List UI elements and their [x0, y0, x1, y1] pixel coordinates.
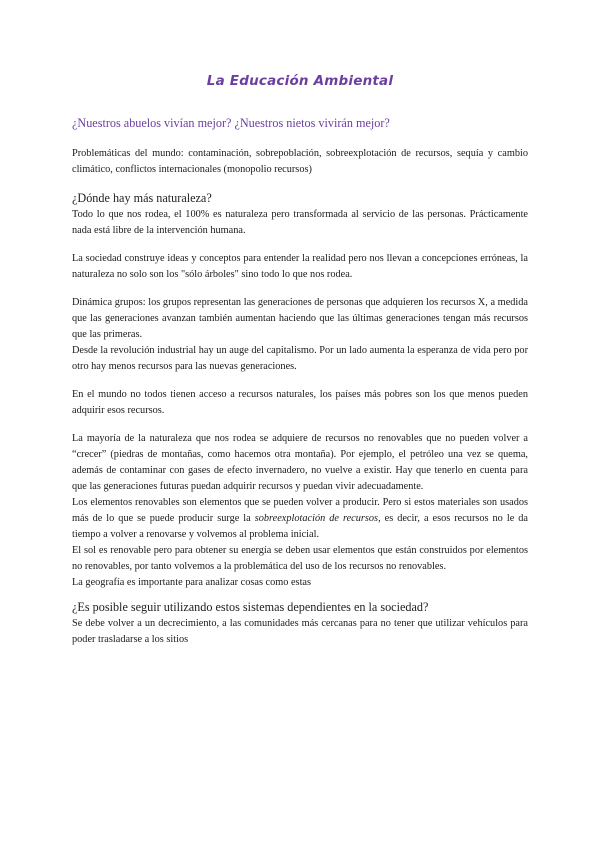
sobreexplotacion-term: sobreexplotación de recursos [254, 513, 379, 524]
heading-sistemas: ¿Es posible seguir utilizando estos sistemas dependientes en la sociedad? [72, 600, 429, 614]
paragraph-dinamica: Dinámica grupos: los grupos representan las generaciones de personas que adquieren los recursos X, a medida que las generaciones avanzan también aumentan haciendo que las últimas generaciones tengan más recursos que las primeras. [72, 297, 528, 340]
heading-naturaleza: ¿Dónde hay más naturaleza? [72, 191, 212, 205]
paragraph-renovables [72, 495, 528, 543]
renovables-text-b: , es decir, a esos recursos no le da tiempo a volver a renovarse y volvemos al problema inicial. [72, 513, 528, 540]
paragraph-mundo: En el mundo no todos tienen acceso a recursos naturales, los países más pobres son los que menos pueden adquirir esos recursos. [72, 389, 528, 416]
document-body [72, 115, 528, 648]
paragraph-revolucion: Desde la revolución industrial hay un auge del capitalismo. Por un lado aumenta la esperanza de vida pero por otro hay menos recursos para las nuevas generaciones. [72, 345, 528, 372]
paragraph-decrecimiento: Se debe volver a un decrecimiento, a las comunidades más cercanas para no tener que utilizar vehículos para poder trasladarse a los sitios [72, 618, 528, 645]
paragraph-geografia: La geografía es importante para analizar cosas como estas [72, 577, 312, 588]
heading-abuelos: ¿Nuestros abuelos vivían mejor? ¿Nuestros nietos vivirán mejor? [72, 116, 390, 130]
document-title: La Educación Ambiental [206, 73, 394, 89]
paragraph-todo: Todo lo que nos rodea, el 100% es naturaleza pero transformada al servicio de las personas. Prácticamente nada está libre de la intervención humana. [72, 209, 528, 236]
paragraph-problematicas: Problemáticas del mundo: contaminación, sobrepoblación, sobreexplotación de recursos, sequía y cambio climático, conflictos internacionales (monopolio recursos) [72, 148, 528, 175]
paragraph-mayoria: La mayoría de la naturaleza que nos rodea se adquiere de recursos no renovables que no pueden volver a “crecer” (piedras de montañas, como hacemos otra montaña). Por ejemplo, el petróleo una vez se quema, además de contaminar con gases de efecto invernadero, no vuelve a existir. Hay que tenerlo en cuenta para que las generaciones futuras puedan adquirir recursos y puedan vivir adecuadamente. [72, 433, 528, 492]
paragraph-sociedad: La sociedad construye ideas y conceptos para entender la realidad pero nos llevan a concepciones erróneas, la naturaleza no solo son los "sólo árboles" sino todo lo que nos rodea. [72, 253, 528, 280]
paragraph-sol: El sol es renovable pero para obtener su energía se deben usar elementos que están construidos por elementos no renovables, por tanto volvemos a la problemática del uso de los recursos no renovables. [72, 545, 528, 572]
renovables-text-a: Los elementos renovables son elementos que se pueden volver a producir. Pero si estos materiales son usados más de lo que se puede producir surge la [72, 497, 528, 524]
